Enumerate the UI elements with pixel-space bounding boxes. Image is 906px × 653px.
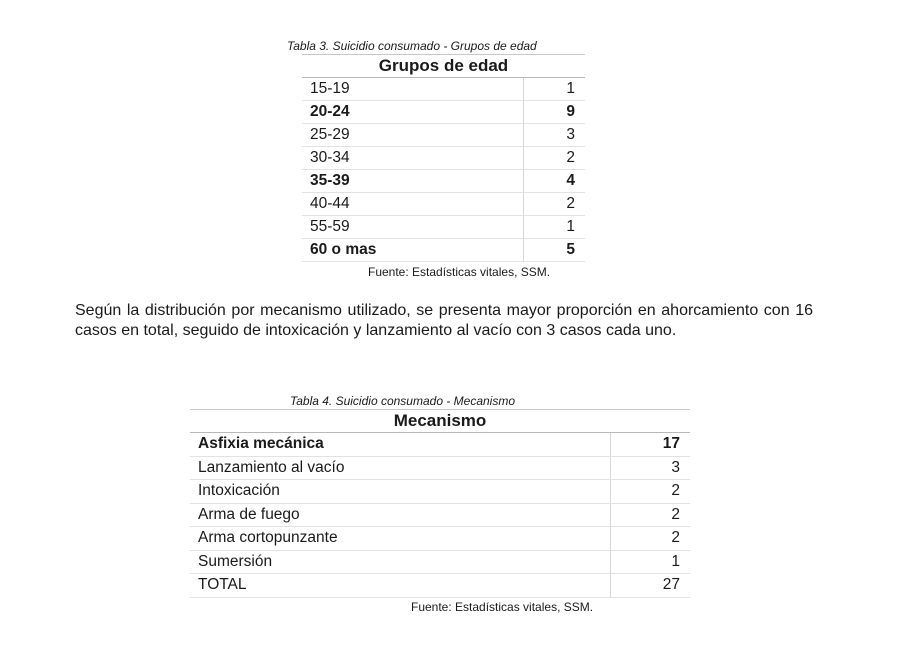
table-row — [190, 480, 690, 504]
row-value: 2 — [524, 147, 585, 170]
row-label: Arma de fuego — [190, 503, 610, 527]
row-label: 35-39 — [302, 170, 524, 193]
body-paragraph: Según la distribución por mecanismo utilizado, se presenta mayor proporción en ahorcamiento con 16 casos en total, seguido de intoxicación y lanzamiento al vacío con 3 casos cada uno. — [75, 302, 813, 339]
row-value: 3 — [524, 124, 585, 147]
row-label: Lanzamiento al vacío — [190, 456, 610, 480]
row-label: Sumersión — [190, 550, 610, 574]
table3-source: Fuente: Estadísticas vitales, SSM. — [368, 265, 551, 279]
row-value: 2 — [610, 503, 690, 527]
table4-body — [190, 433, 690, 598]
table-row — [302, 124, 585, 147]
table-row — [190, 550, 690, 574]
table-row — [190, 527, 690, 551]
row-value: 2 — [610, 480, 690, 504]
table-row — [302, 216, 585, 239]
row-value: 2 — [524, 193, 585, 216]
table-row — [302, 170, 585, 193]
row-label: Arma cortopunzante — [190, 527, 610, 551]
row-label: 15-19 — [302, 78, 524, 101]
table-row — [190, 574, 690, 598]
table-row — [302, 193, 585, 216]
table-row — [302, 101, 585, 124]
row-value: 5 — [524, 239, 585, 262]
row-value: 4 — [524, 170, 585, 193]
table-row — [302, 239, 585, 262]
row-label: 25-29 — [302, 124, 524, 147]
row-value: 1 — [610, 550, 690, 574]
row-value: 2 — [610, 527, 690, 551]
table-row — [302, 78, 585, 101]
row-label: 20-24 — [302, 101, 524, 124]
row-label: TOTAL — [190, 574, 610, 598]
row-label: 55-59 — [302, 216, 524, 239]
row-value: 27 — [610, 574, 690, 598]
table-row — [302, 147, 585, 170]
row-label: 30-34 — [302, 147, 524, 170]
table4-caption: Tabla 4. Suicidio consumado - Mecanismo — [290, 394, 516, 408]
table-row — [190, 503, 690, 527]
row-value: 9 — [524, 101, 585, 124]
table-row — [190, 456, 690, 480]
age-group-table — [302, 54, 585, 262]
table3-body — [302, 78, 585, 262]
row-value: 1 — [524, 216, 585, 239]
table4-header: Mecanismo — [190, 410, 690, 433]
table3-caption: Tabla 3. Suicidio consumado - Grupos de edad — [287, 39, 537, 53]
table4-source: Fuente: Estadísticas vitales, SSM. — [411, 600, 594, 614]
row-value: 17 — [610, 433, 690, 457]
mechanism-table — [190, 409, 690, 598]
row-label: 40-44 — [302, 193, 524, 216]
row-value: 3 — [610, 456, 690, 480]
row-label: Intoxicación — [190, 480, 610, 504]
row-label: Asfixia mecánica — [190, 433, 610, 457]
row-label: 60 o mas — [302, 239, 524, 262]
table-row — [190, 433, 690, 457]
table3-header: Grupos de edad — [302, 55, 585, 78]
row-value: 1 — [524, 78, 585, 101]
